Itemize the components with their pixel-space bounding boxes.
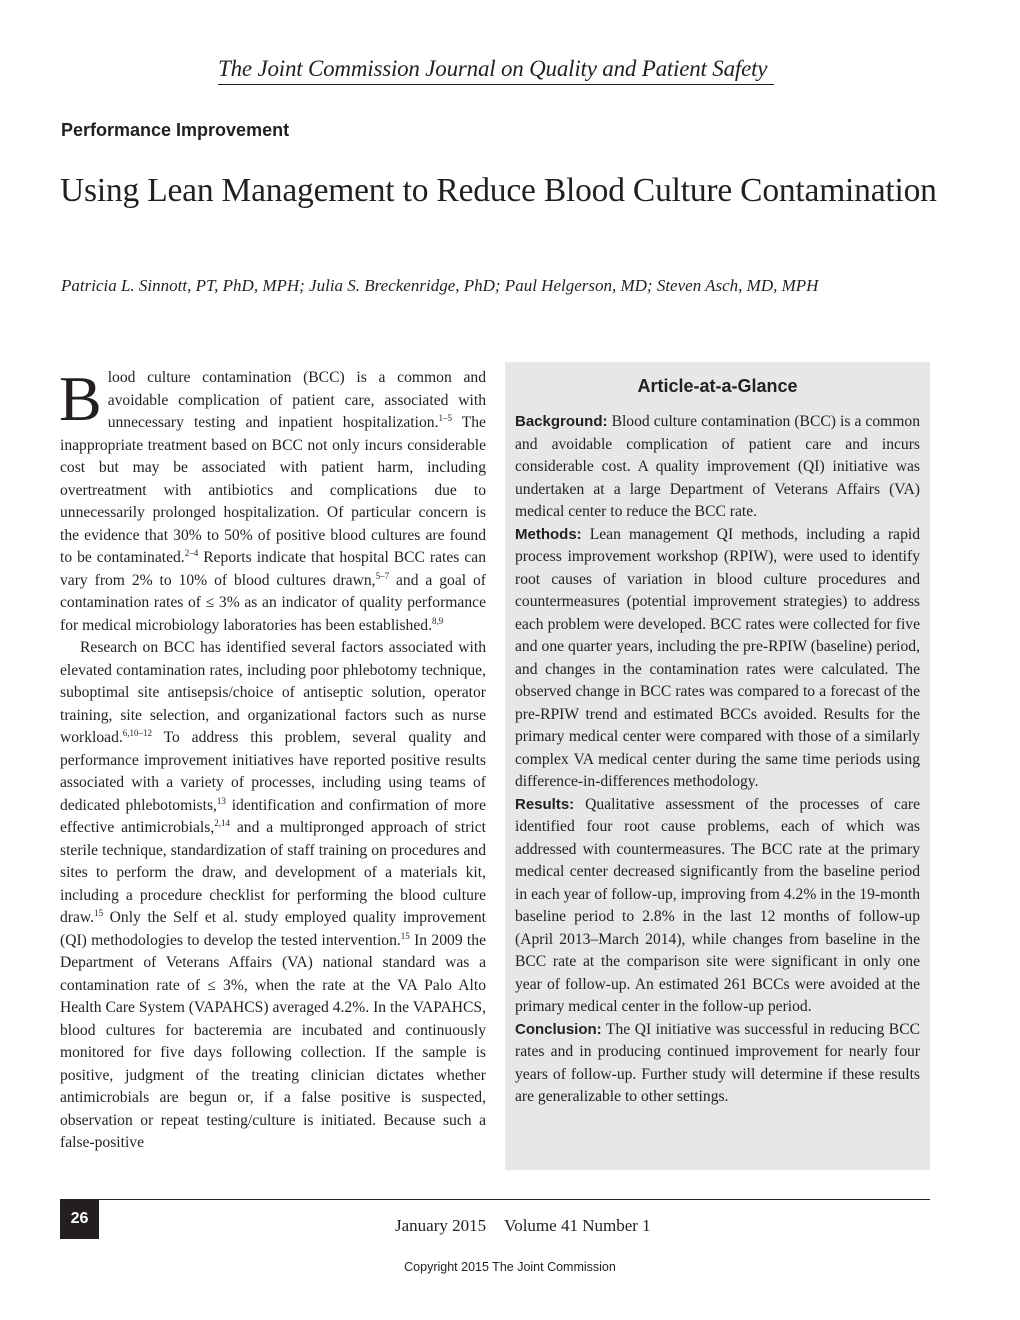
issue-volume: Volume 41 Number 1 <box>504 1216 651 1235</box>
citation-superscript: 5–7 <box>375 570 390 581</box>
issue-date: January 2015 <box>395 1216 487 1235</box>
citation-superscript: 6,10–12 <box>122 728 153 738</box>
glance-results-text: Qualitative assessment of the processes of care identified four root cause problems, each of which was addressed with countermeasures. The BCC rate at the primary medical center decreased significantly from the baseline period in each year of follow-up, improving from 4.2% in the 19-month baseline period to 2.8% in the last 12 months of follow-up (April 2013–March 2014), while changes from baseline in the BCC rate at the comparison site were significant in only one year of follow-up. An estimated 261 BCCs were avoided at the primary medical center in the follow-up period. <box>515 795 920 1015</box>
citation-superscript: 1–5 <box>438 413 452 423</box>
glance-methods-text: Lean management QI methods, including a rapid process improvement workshop (RPIW), were used to identify root causes of variation in blood culture procedures and countermeasures (potential improvement strategies) to address each problem were developed. BCC rates were collected for five and one quarter years, including the pre-RPIW (baseline) period, and changes in the contamination rates were calculated. The observed change in BCC rates was compared to a forecast of the pre-RPIW trend and estimated BCCs avoided. Results for the primary medical center were compared with those of a similarly complex VA medical center during the same time periods using difference-in-differences methodology. <box>515 525 920 790</box>
article-at-a-glance-box <box>505 362 930 1170</box>
article-title: Using Lean Management to Reduce Blood Culture Contamination <box>60 172 937 209</box>
footer-rule <box>60 1199 930 1200</box>
issue-info <box>395 1216 651 1236</box>
author-list: Patricia L. Sinnott, PT, PhD, MPH; Julia S. Breckenridge, PhD; Paul Helgerson, MD; Steven Asch, MD, MPH <box>61 276 819 295</box>
citation-superscript: 8,9 <box>431 615 444 626</box>
paragraph-runs: lood culture contamination (BCC) is a common and avoidable complication of patient care, associated with unnecessary testing and inpatient hospitalization.$^{1-5}$ The inappropriate treatment based on BCC not only incurs considerable cost but may be associated with patient harm, including overtreatment with antibiotics and complications due to unnecessarily prolonged hospitalization. Of particular concern is the evidence that 30% to 50% of positive blood cultures are found to be contaminated.$^{2-4}$ Reports indicate that hospital BCC rates can vary from 2% to 10% of blood cultures drawn,$^{5-7}$ and a goal of contamination rates of ≤ 3% as an indicator of quality performance for medical microbiology laboratories has been established.$^{8,9}$ <box>60 369 486 634</box>
glance-results-label: Results: <box>515 795 575 813</box>
glance-background-text: Blood culture contamination (BCC) is a common and avoidable complication of patient care and incurs considerable cost. A quality improvement (QI) initiative was undertaken at a large Department of Veterans Affairs (VA) medical center to reduce the BCC rate. <box>515 413 920 520</box>
glance-background-label: Background: <box>515 413 608 430</box>
journal-header: The Joint Commission Journal on Quality and Patient Safety <box>218 56 774 85</box>
citation-superscript: 2–4 <box>184 548 199 558</box>
citation-superscript: 15 <box>400 930 410 941</box>
body-paragraph-1 <box>59 363 486 637</box>
section-label: Performance Improvement <box>61 120 290 140</box>
body-paragraph-2 <box>60 637 486 1155</box>
citation-superscript: 13 <box>216 795 226 806</box>
citation-superscript: 2,14 <box>214 818 230 828</box>
dropcap-letter: B <box>59 363 102 434</box>
glance-results <box>515 794 920 1019</box>
copyright-notice: Copyright 2015 The Joint Commission <box>404 1260 616 1274</box>
glance-conclusion <box>515 1019 920 1109</box>
citation-superscript: 15 <box>94 908 104 918</box>
paragraph-runs: Research on BCC has identified several factors associated with elevated contamination rates, including poor phlebotomy technique, suboptimal site antisepsis/choice of antiseptic solution, operator training, site selection, and organizational factors such as nurse workload.$^{6,10-12}$ To address this problem, several quality and performance improvement initiatives have reported positive results associated with a variety of processes, including using teams of dedicated phlebotomists,$^{13}$ identification and confirmation of more effective antimicrobials,$^{2,14}$ and a multipronged approach of strict sterile technique, standardization of staff training on procedures and sites to perform the draw, and development of a materials kit, including a procedure checklist for performing the blood culture draw.$^{15}$ Only the Self et al. study employed quality improvement (QI) methodologies to develop the tested intervention.$^{15}$ In 2009 the Department of Veterans Affairs (VA) national standard was a contamination rate of ≤ 3%, when the rate at the VA Palo Alto Health Care System (VAPAHCS) averaged 4.2%. In the VAPAHCS, blood cultures for bacteremia are incubated and continuously monitored for five days following collection. If the sample is positive, judgment of the treating clinician dictates whether antimicrobials are begun or, if a false positive is suspected, observation or repeat testing/culture is initiated. Because such a false-positive <box>60 639 487 1151</box>
glance-title: Article-at-a-Glance <box>637 376 798 396</box>
body-column <box>59 363 487 1155</box>
glance-methods <box>515 524 920 794</box>
page-number: 26 <box>60 1199 99 1239</box>
glance-conclusion-label: Conclusion: <box>515 1020 602 1038</box>
glance-background <box>515 411 920 524</box>
glance-conclusion-text: The QI initiative was successful in reducing BCC rates and in producing continued improvement for nearly four years of follow-up. Further study will determine if these results are generalizable to other settings. <box>515 1020 920 1105</box>
glance-methods-label: Methods: <box>515 525 582 543</box>
